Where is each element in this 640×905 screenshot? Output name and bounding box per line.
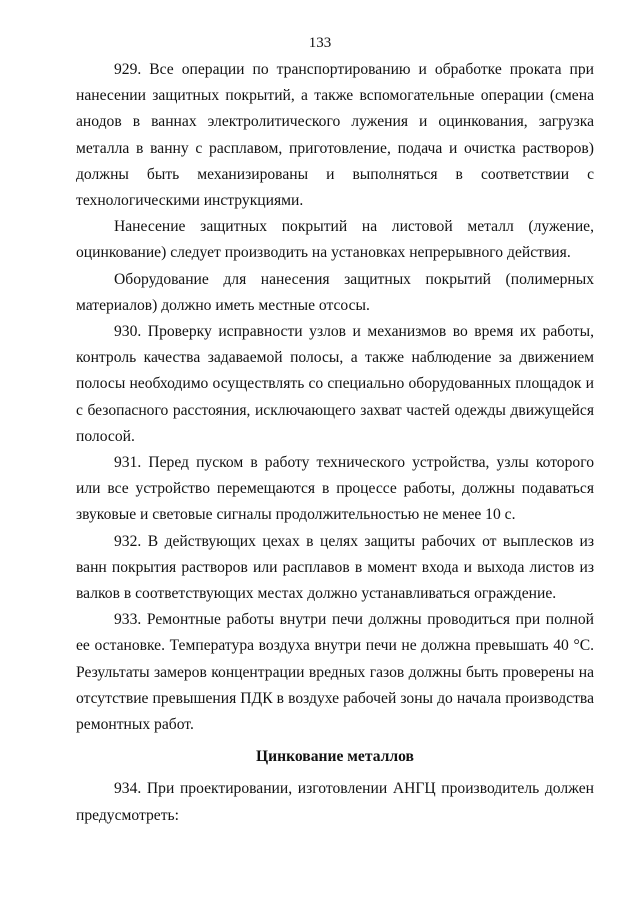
page-number: 133 <box>308 35 332 51</box>
paragraph-933: 933. Ремонтные работы внутри печи должны проводиться при полной ее остановке. Температура воздуха внутри печи не должна превышать 40 °С. Результаты замеров концентрации вредных газов должны быть проверены на отсутствие превышения ПДК в воздухе рабочей зоны до начала производства ремонтных работ. <box>76 611 594 734</box>
document-body <box>76 57 594 829</box>
paragraph-local-exhaust: Оборудование для нанесения защитных покрытий (полимерных материалов) должно иметь местные отсосы. <box>76 270 594 314</box>
paragraph-934: 934. При проектировании, изготовлении АНГЦ производитель должен предусмотреть: <box>76 780 594 824</box>
section-heading: Цинкование металлов <box>256 748 414 766</box>
paragraph-930: 930. Проверку исправности узлов и механизмов во время их работы, контроль качества задаваемой полосы, а также наблюдение за движением полосы необходимо осуществлять со специально оборудованных площадок и с безопасного расстояния, исключающего захват частей одежды движущейся полосой. <box>76 323 594 445</box>
paragraph-931: 931. Перед пуском в работу технического устройства, узлы которого или все устройство перемещаются в процессе работы, должны подаваться звуковые и световые сигналы продолжительностью не менее 10 с. <box>76 454 594 524</box>
paragraph-coating-sheet-metal: Нанесение защитных покрытий на листовой металл (лужение, оцинкование) следует производить на установках непрерывного действия. <box>76 218 594 262</box>
paragraph-929: 929. Все операции по транспортированию и обработке проката при нанесении защитных покрытий, а также вспомогательные операции (смена анодов в ваннах электролитического лужения и оцинкования, загрузка металла в ванну с расплавом, приготовление, подача и очистка растворов) должны быть механизированы и выполняться в соответствии с технологическими инструкциями. <box>76 61 594 210</box>
paragraph-932: 932. В действующих цехах в целях защиты рабочих от выплесков из ванн покрытия растворов или расплавов в момент входа и выхода листов из валков в соответствующих местах должно устанавливаться ограждение. <box>76 532 594 603</box>
